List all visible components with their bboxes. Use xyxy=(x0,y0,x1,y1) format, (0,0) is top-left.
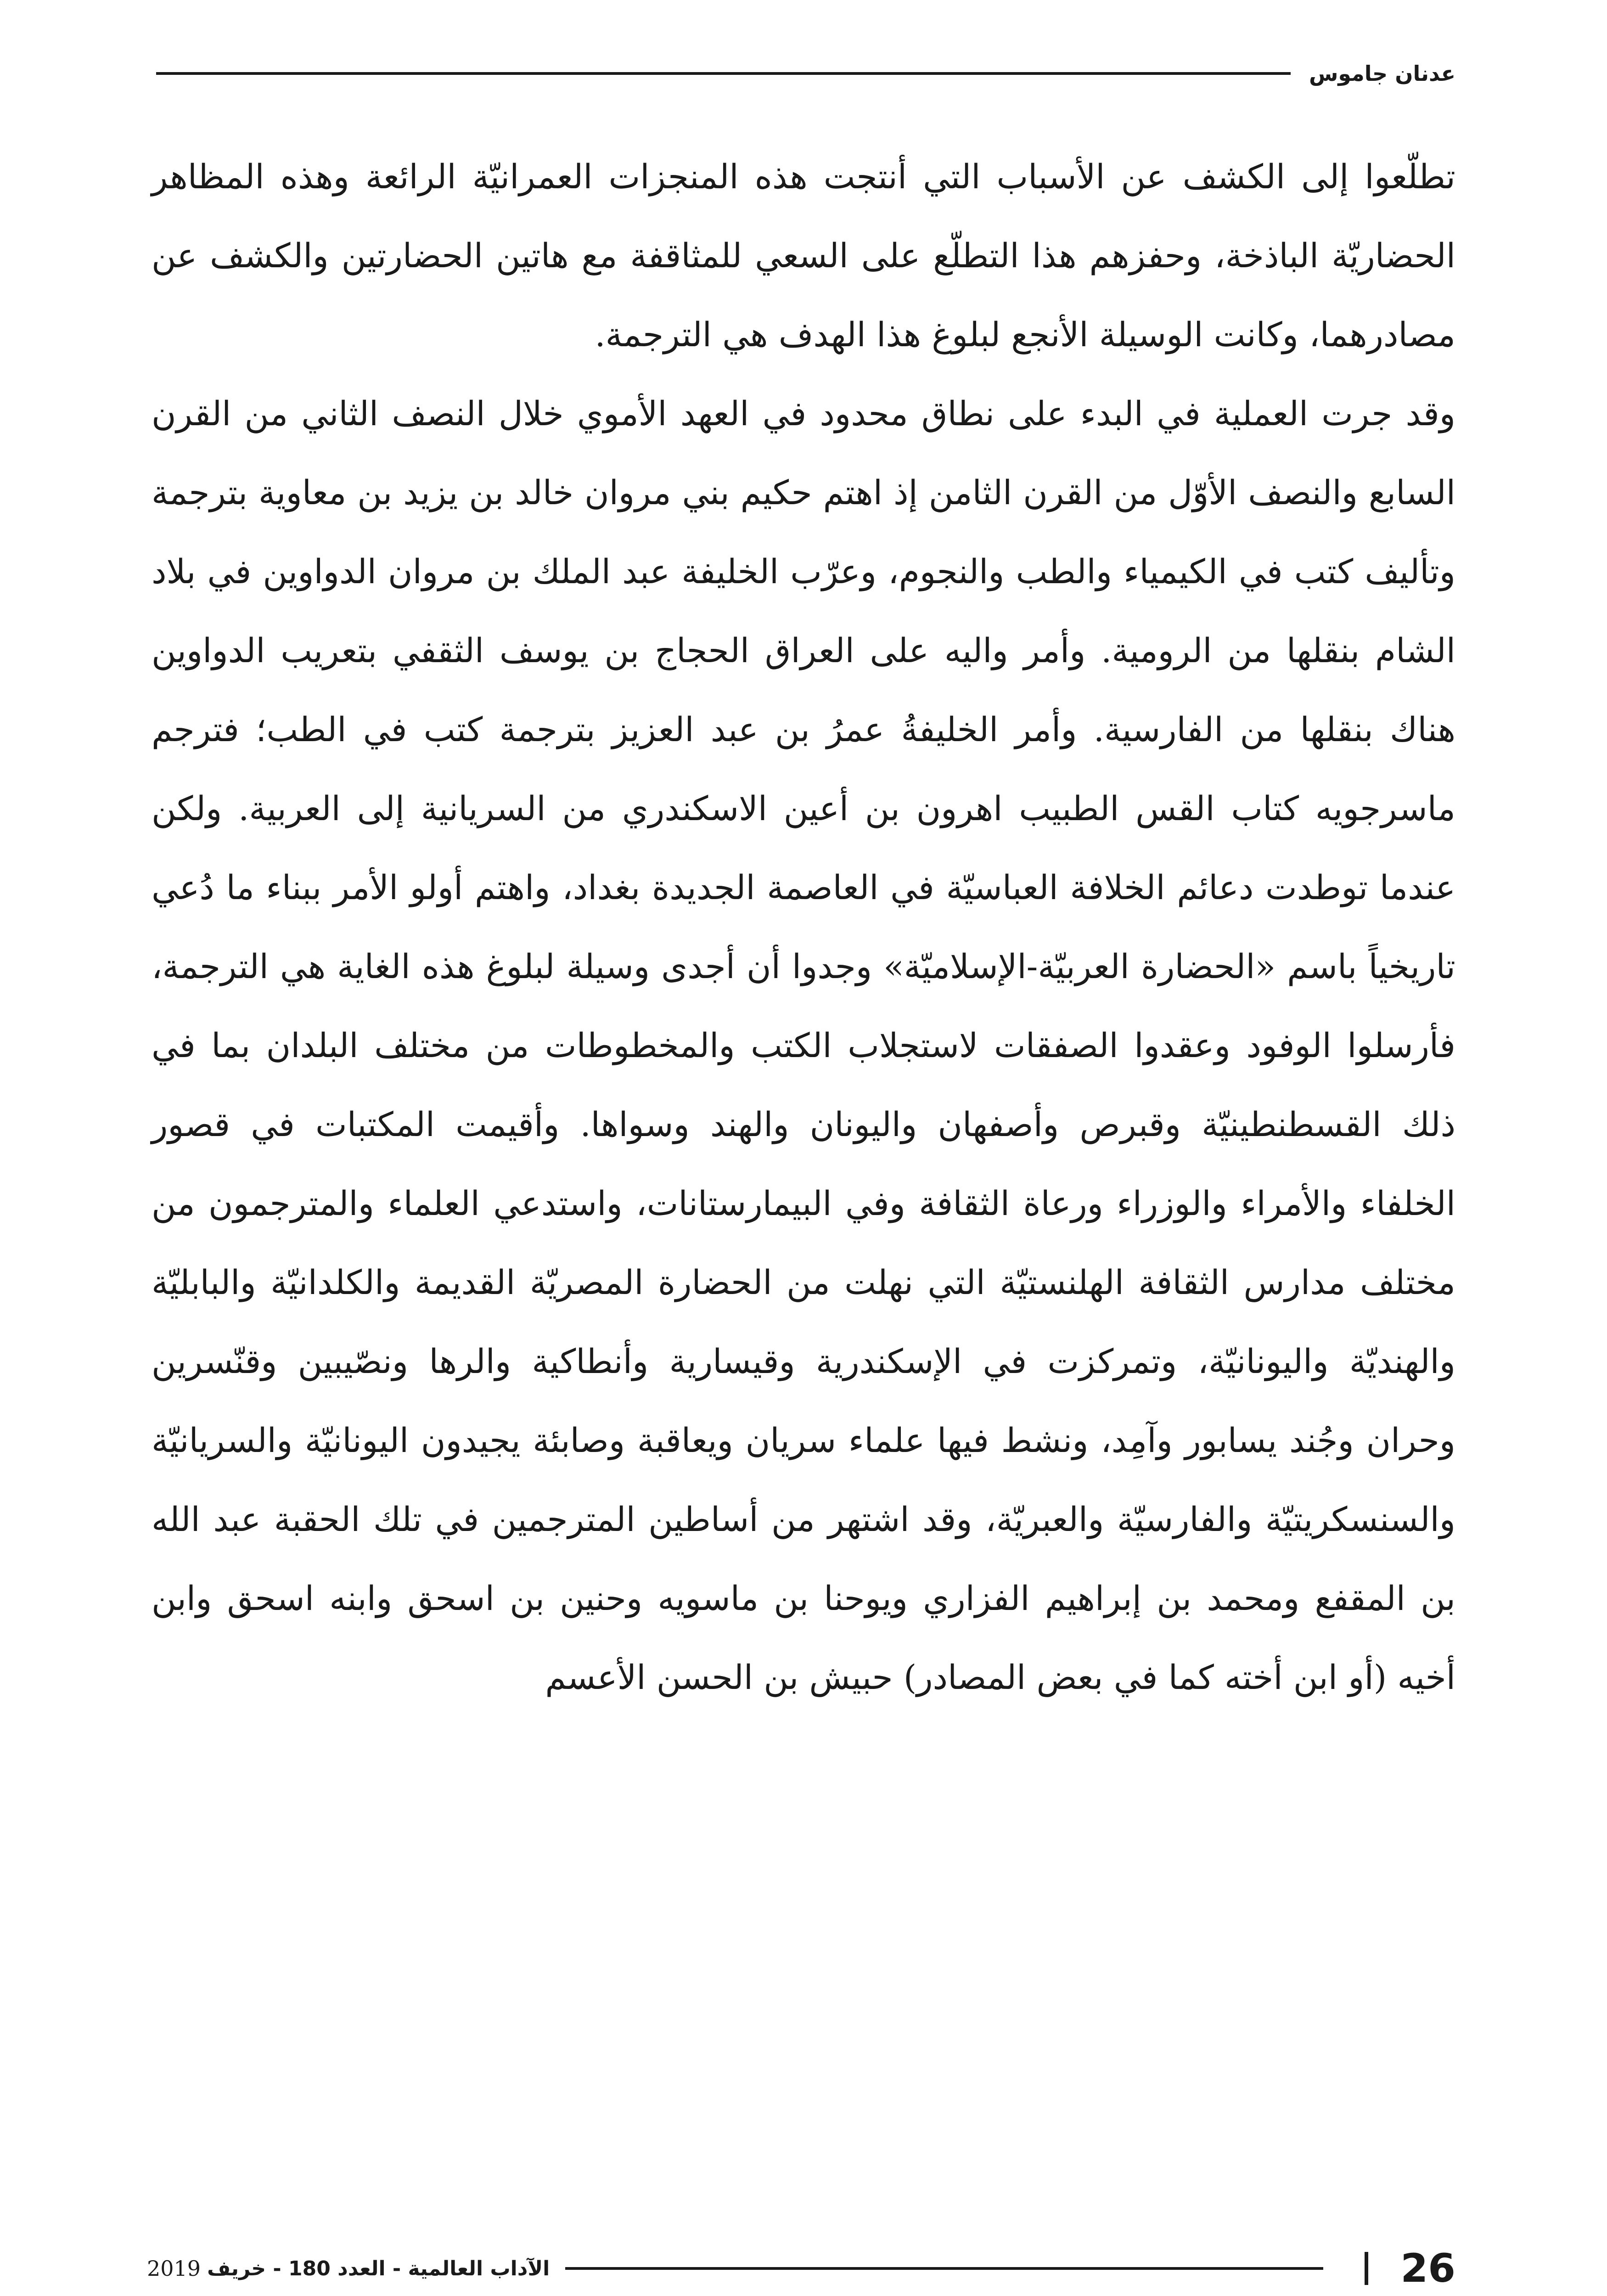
footer-rule xyxy=(565,2267,1323,2270)
paragraph-2: وقد جرت العملية في البدء على نطاق محدود في العهد الأموي خلال النصف الثاني من القرن السابع والنصف الأوّل من القرن الثامن إذ اهتم حكيم بني مروان خالد بن يزيد بن معاوية بترجمة وتأليف كتب في الكيمياء والطب والنجوم، وعرّب الخليفة عبد الملك بن مروان الدواوين في بلاد الشام بنقلها من الرومية. وأمر واليه على العراق الحجاج بن يوسف الثقفي بتعريب الدواوين هناك بنقلها من الفارسية. وأمر الخليفةُ عمرُ بن عبد العزيز بترجمة كتب في الطب؛ فترجم ماسرجويه كتاب القس الطبيب اهرون بن أعين الاسكندري من السريانية إلى العربية. ولكن عندما توطدت دعائم الخلافة العباسيّة في العاصمة الجديدة بغداد، واهتم أولو الأمر ببناء ما دُعي تاريخياً باسم «الحضارة العربيّة-الإسلاميّة» وجدوا أن أجدى وسيلة لبلوغ هذه الغاية هي الترجمة، فأرسلوا الوفود وعقدوا الصفقات لاستجلاب الكتب والمخطوطات من مختلف البلدان بما في ذلك القسطنطينيّة وقبرص وأصفهان واليونان والهند وسواها. وأقيمت المكتبات في قصور الخلفاء والأمراء والوزراء ورعاة الثقافة وفي البيمارستانات، واستدعي العلماء والمترجمون من مختلف مدارس الثقافة الهلنستيّة التي نهلت من الحضارة المصريّة القديمة والكلدانيّة والبابليّة والهنديّة واليونانيّة، وتمركزت في الإسكندرية وقيسارية وأنطاكية والرها ونصّيبين وقنّسرين وحران وجُند يسابور وآمِد، ونشط فيها علماء سريان ويعاقبة وصابئة يجيدون اليونانيّة والسريانيّة والسنسكريتيّة والفارسيّة والعبريّة، وقد اشتهر من أساطين المترجمين في تلك الحقبة عبد الله بن المقفع ومحمد بن إبراهيم الفزاري ويوحنا بن ماسويه وحنين بن اسحق وابنه اسحق وابن أخيه (أو ابن أخته كما في بعض المصادر) حبيش بن الحسن الأعسم xyxy=(152,394,1455,1697)
header-rule xyxy=(156,72,1291,75)
page-header xyxy=(156,55,1455,92)
page-footer xyxy=(147,2243,1455,2294)
page-number: 26 xyxy=(1400,2245,1455,2291)
article-body xyxy=(152,138,1455,1717)
footer-journal-issue: الآداب العالمية - العدد 180 - خريف xyxy=(207,2257,550,2280)
paragraph-1: تطلّعوا إلى الكشف عن الأسباب التي أنتجت هذه المنجزات العمرانيّة الرائعة وهذه المظاهر الحضاريّة الباذخة، وحفزهم هذا التطلّع على السعي للمثاقفة مع هاتين الحضارتين والكشف عن مصادرهما، وكانت الوسيلة الأنجع لبلوغ هذا الهدف هي الترجمة. xyxy=(152,158,1455,355)
footer-separator xyxy=(1365,2252,1368,2285)
header-author: عدنان جاموس xyxy=(1309,61,1455,86)
footer-year: 2019 xyxy=(147,2256,201,2281)
